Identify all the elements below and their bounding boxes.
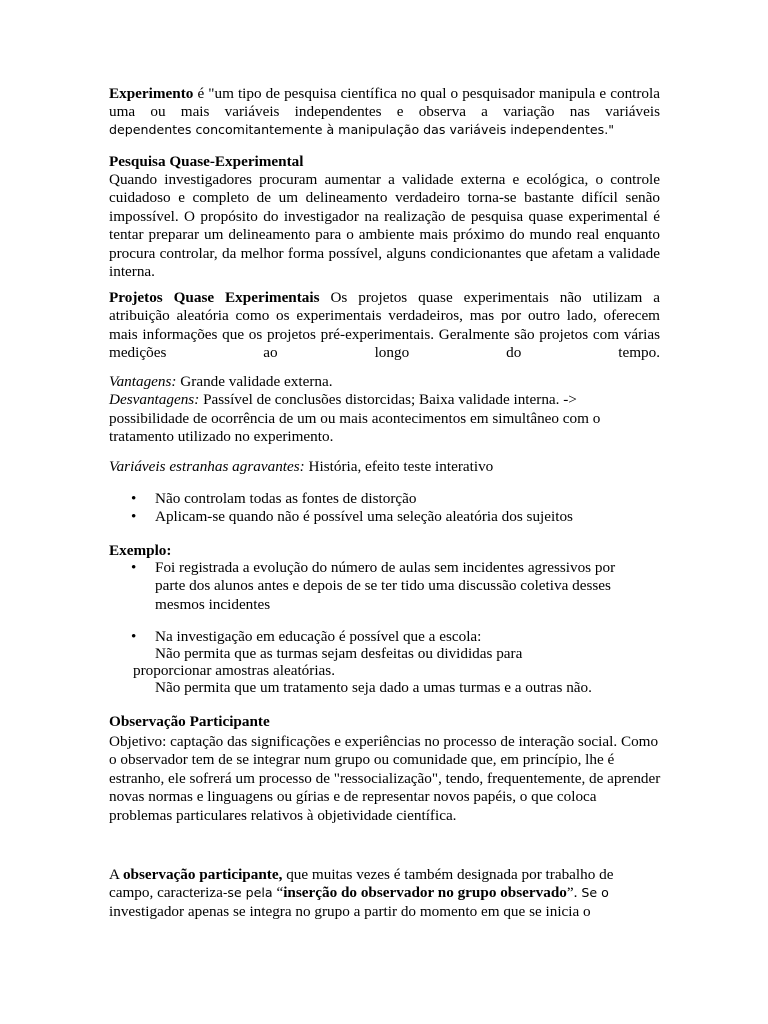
experimento-paragraph: Experimento é "um tipo de pesquisa científica no qual o pesquisador manipula e controla uma ou mais variáveis independentes e observa a variação nas variáveis bbox=[109, 85, 660, 121]
list-item: • Na investigação em educação é possível que a escola: bbox=[131, 628, 482, 645]
exemplo-line-3: Não permita que um tratamento seja dado a umas turmas e a outras não. bbox=[155, 679, 592, 696]
variaveis-paragraph: Variáveis estranhas agravantes: História, efeito teste interativo bbox=[109, 458, 494, 475]
bullet-icon: • bbox=[131, 508, 137, 526]
final-paragraph: A observação participante, que muitas vezes é também designada por trabalho de campo, caracteriza-se pela “inserção do observador no grupo observado”. Se o investigador apenas se integra no grupo a partir do momento em que se inicia o bbox=[109, 866, 614, 920]
vantagens-label: Vantagens: bbox=[109, 373, 177, 390]
experimento-term: Experimento bbox=[109, 85, 194, 102]
observacao-heading: Observação Participante bbox=[109, 713, 270, 730]
final-quote: inserção do observador no grupo observado bbox=[283, 884, 567, 902]
exemplo-line-1: Não permita que as turmas sejam desfeitas ou divididas para bbox=[155, 645, 523, 662]
bullet-icon: • bbox=[131, 559, 137, 576]
exemplo-line-2: proporcionar amostras aleatórias. bbox=[133, 662, 335, 679]
list-item: • Não controlam todas as fontes de distorção bbox=[131, 490, 417, 507]
observacao-paragraph: Objetivo: captação das significações e experiências no processo de interação social. Como o observador tem de se integrar num grupo ou comunidade que, em princípio, lhe é estranho, ele sofrerá um processo de "ressocialização", tendo, frequentemente, de aprender novas normas e linguagens ou gírias e de representar novos papéis, o que coloca problemas particulares relativos à objetividade científica. bbox=[109, 733, 661, 824]
quase-paragraph: Quando investigadores procuram aumentar a validade externa e ecológica, o controle cuidadoso e completo de um delineamento verdadeiro torna-se bastante difícil senão impossível. O propósito do investigador na realização de pesquisa quase experimental é tentar preparar um delineamento para o ambiente mais próximo do mundo real enquanto procura controlar, da melhor forma possível, alguns condicionantes que afetam a validade interna. bbox=[109, 171, 660, 281]
desvantagens-label: Desvantagens: bbox=[109, 391, 200, 409]
bullet-icon: • bbox=[131, 628, 137, 645]
exemplo-bullet-list-2 bbox=[129, 628, 669, 646]
exemplo-heading: Exemplo: bbox=[109, 542, 172, 559]
experimento-paragraph-end: dependentes concomitantemente à manipulação das variáveis independentes." bbox=[109, 122, 615, 137]
projetos-term: Projetos Quase Experimentais bbox=[109, 289, 320, 306]
list-item: • Aplicam-se quando não é possível uma seleção aleatória dos sujeitos bbox=[131, 508, 573, 526]
bullet-icon: • bbox=[131, 490, 137, 507]
variaveis-bullet-list bbox=[129, 490, 669, 527]
list-item: • Foi registrada a evolução do número de aulas sem incidentes agressivos por parte dos alunos antes e depois de se ter tido uma discussão coletiva desses mesmos incidentes bbox=[131, 559, 616, 613]
vantagens-paragraph: Vantagens: Grande validade externa. Desvantagens: Passível de conclusões distorcidas; Baixa validade interna. -> possibilidade de ocorrência de um ou mais acontecimentos em simultâneo com o tratamento utilizado no experimento. bbox=[109, 373, 601, 446]
exemplo-bullet-list-1 bbox=[129, 559, 629, 614]
final-term: observação participante, bbox=[122, 866, 283, 883]
quase-heading: Pesquisa Quase-Experimental bbox=[109, 153, 304, 170]
projetos-paragraph: Projetos Quase Experimentais Os projetos quase experimentais não utilizam a atribuição aleatória como os experimentais verdadeiros, mas por outro lado, oferecem mais informações que os projetos pré-experimentais. Geralmente são projetos com várias medições ao longo do tempo. bbox=[109, 289, 660, 362]
variaveis-label: Variáveis estranhas agravantes: bbox=[109, 458, 305, 475]
